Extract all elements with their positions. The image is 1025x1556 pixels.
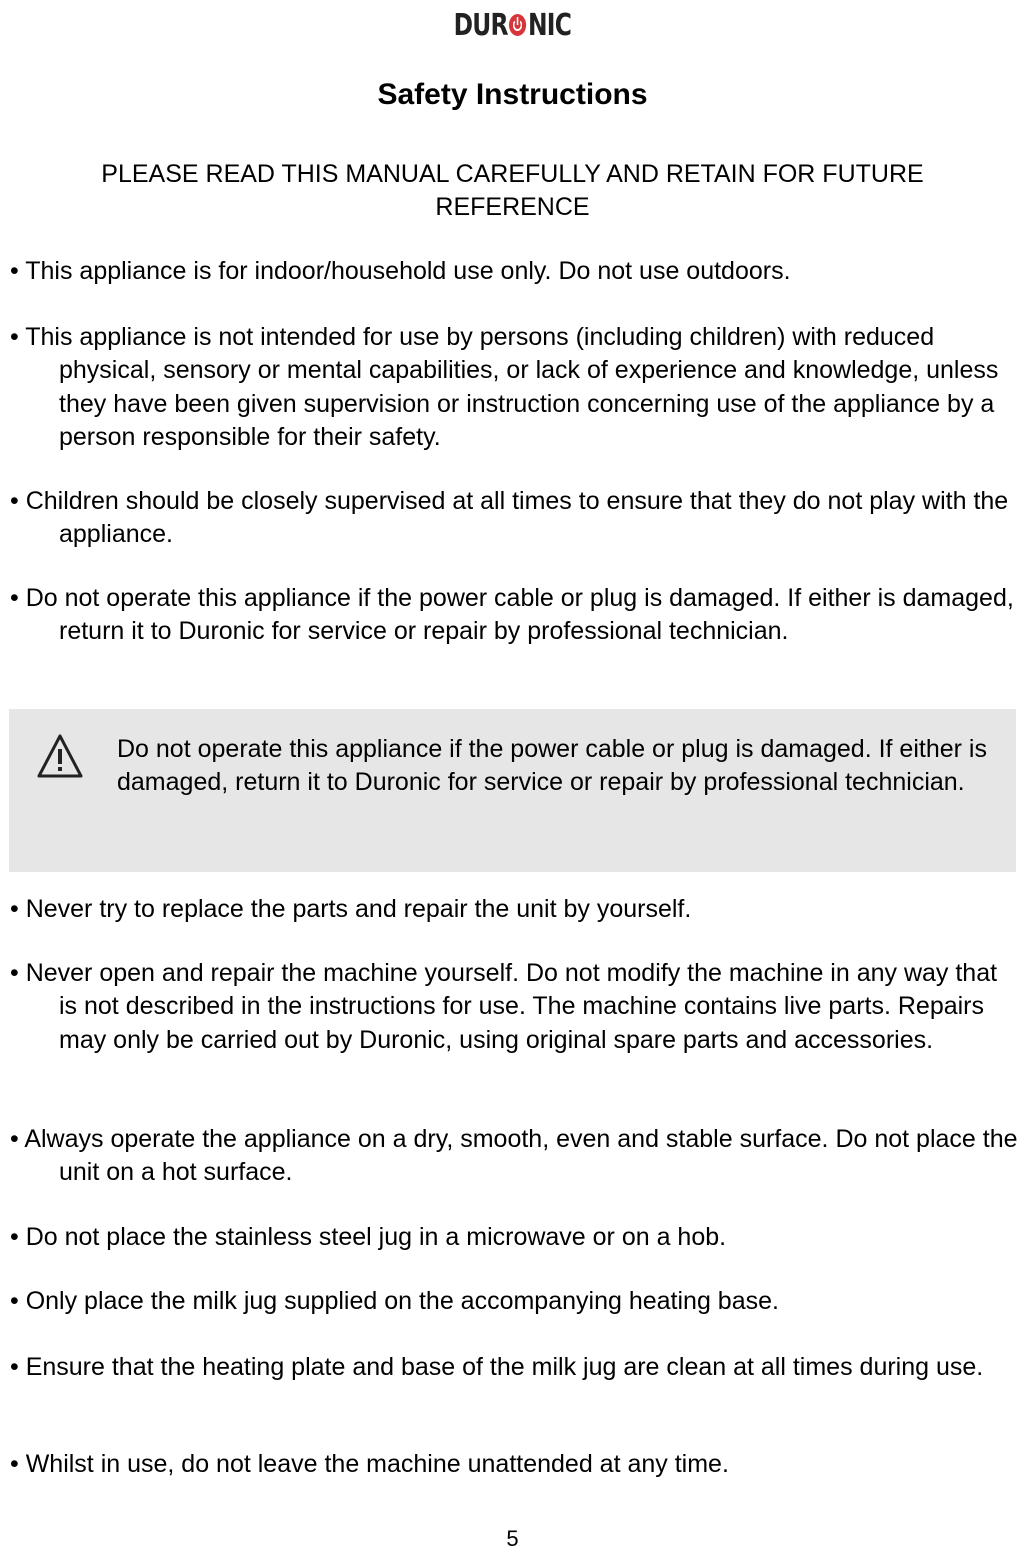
bullet-children-supervision: • Children should be closely supervised at all times to ensure that they do not play with the appliance. [10,487,1009,549]
bullet-damaged-cable: • Do not operate this appliance if the power cable or plug is damaged. If either is damaged, return it to Duronic for service or repair by professional technician. [10,584,1014,646]
bullet-do-not-modify: • Never open and repair the machine yourself. Do not modify the machine in any way that is not described in the instructions for use. The machine contains live parts. Repairs may only be carried out by Duronic, using original spare parts and accessories. [10,959,998,1054]
bullet-clean-plate: • Ensure that the heating plate and base of the milk jug are clean at all times during use. [10,1353,984,1381]
logo-text-right: NIC [528,7,572,43]
bullet-heating-base: • Only place the milk jug supplied on the accompanying heating base. [10,1287,779,1315]
power-icon [509,14,526,36]
duronic-logo [0,8,1025,42]
bullet-stable-surface: • Always operate the appliance on a dry, smooth, even and stable surface. Do not place the unit on a hot surface. [10,1125,1018,1187]
page-number: 5 [506,1526,519,1551]
page-title: Safety Instructions [377,78,648,111]
bullet-no-self-repair: • Never try to replace the parts and repair the unit by yourself. [10,895,692,923]
warning-text: Do not operate this appliance if the power cable or plug is damaged. If either is damaged, return it to Duronic for service or repair by professional technician. [117,735,987,797]
warning-callout [9,709,1016,872]
read-manual-notice: PLEASE READ THIS MANUAL CAREFULLY AND RETAIN FOR FUTURE REFERENCE [101,160,924,221]
logo-text-left: DUR [453,7,508,43]
bullet-no-microwave: • Do not place the stainless steel jug in a microwave or on a hob. [10,1223,727,1251]
bullet-indoor-use: • This appliance is for indoor/household use only. Do not use outdoors. [10,257,791,285]
bullet-unattended: • Whilst in use, do not leave the machine unattended at any time. [10,1450,729,1478]
bullet-reduced-capabilities: • This appliance is not intended for use by persons (including children) with reduced physical, sensory or mental capabilities, or lack of experience and knowledge, unless they have been given supervision or instruction concerning use of the appliance by a person responsible for their safety. [10,323,999,452]
warning-triangle-icon [36,733,84,779]
